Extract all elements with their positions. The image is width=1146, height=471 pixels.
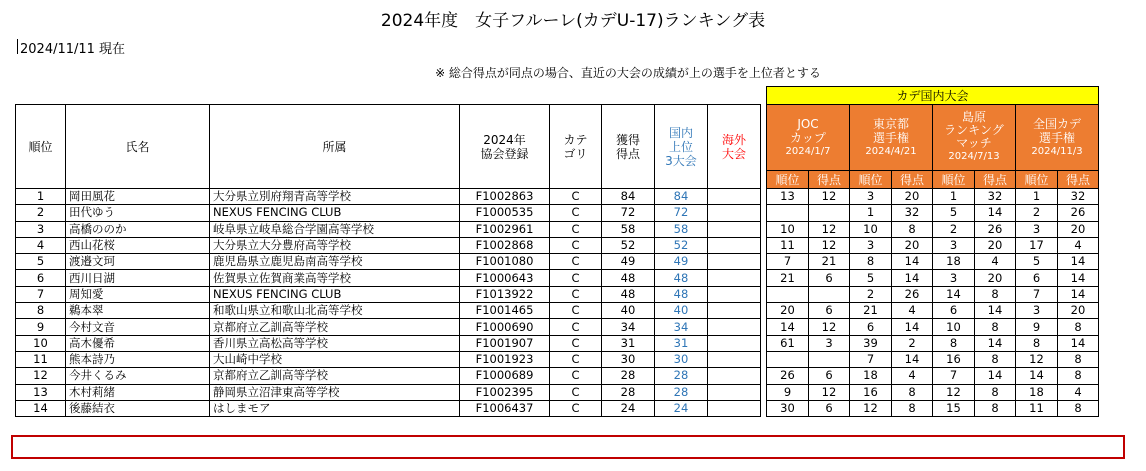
tournament-points-cell: 26 xyxy=(975,221,1016,237)
rank-cell: 8 xyxy=(16,303,66,319)
tournament-rank-cell: 2 xyxy=(850,286,892,302)
tournament-points-cell: 2 xyxy=(892,335,933,351)
tournament-rank-cell: 13 xyxy=(767,189,809,205)
category-cell: C xyxy=(550,368,602,384)
rank-cell: 7 xyxy=(16,286,66,302)
category-cell: C xyxy=(550,335,602,351)
tournament-points-cell: 20 xyxy=(892,189,933,205)
registration-cell: F1001907 xyxy=(460,335,550,351)
tournament-points-cell: 20 xyxy=(975,270,1016,286)
registration-cell: F1001923 xyxy=(460,351,550,367)
tournament-header: 全国カデ 選手権 2024/11/3 xyxy=(1016,105,1099,171)
tournament-points-cell: 4 xyxy=(892,368,933,384)
overseas-cell xyxy=(708,368,761,384)
tournament-points-cell: 12 xyxy=(809,221,850,237)
category-cell: C xyxy=(550,221,602,237)
sub-header-points: 得点 xyxy=(1058,171,1099,189)
name-cell: 西山花桜 xyxy=(66,237,210,253)
tournament-rank-cell: 16 xyxy=(850,384,892,400)
rank-cell: 14 xyxy=(16,400,66,416)
tournament-rank-cell: 3 xyxy=(933,270,975,286)
name-cell: 木村莉緒 xyxy=(66,384,210,400)
table-row xyxy=(16,286,1099,302)
tournament-points-cell: 14 xyxy=(892,351,933,367)
tournament-rank-cell: 6 xyxy=(1016,270,1058,286)
header-overseas: 海外 大会 xyxy=(708,105,761,189)
tournament-rank-cell: 10 xyxy=(933,319,975,335)
tournament-rank-cell: 61 xyxy=(767,335,809,351)
overseas-cell xyxy=(708,189,761,205)
tournament-points-cell xyxy=(809,286,850,302)
sub-header-points: 得点 xyxy=(809,171,850,189)
name-cell: 高橋ののか xyxy=(66,221,210,237)
table-row xyxy=(16,384,1099,400)
tournament-rank-cell: 10 xyxy=(850,221,892,237)
points-cell: 30 xyxy=(602,351,655,367)
tournament-rank-cell: 18 xyxy=(850,368,892,384)
registration-cell: F1000689 xyxy=(460,368,550,384)
table-row xyxy=(16,351,1099,367)
overseas-cell xyxy=(708,221,761,237)
sub-header-rank: 順位 xyxy=(767,171,809,189)
affiliation-cell: 香川県立高松高等学校 xyxy=(210,335,460,351)
sub-header-points: 得点 xyxy=(892,171,933,189)
table-row xyxy=(16,205,1099,221)
tournament-rank-cell: 6 xyxy=(850,319,892,335)
rank-cell: 12 xyxy=(16,368,66,384)
tournament-rank-cell: 3 xyxy=(1016,221,1058,237)
tournament-rank-cell: 1 xyxy=(1016,189,1058,205)
tournament-rank-cell xyxy=(767,286,809,302)
tournament-rank-cell: 16 xyxy=(933,351,975,367)
affiliation-cell: 京都府立乙訓高等学校 xyxy=(210,319,460,335)
category-cell: C xyxy=(550,270,602,286)
tournament-rank-cell: 14 xyxy=(933,286,975,302)
tournament-points-cell: 12 xyxy=(809,237,850,253)
rank-cell: 2 xyxy=(16,205,66,221)
tournament-header: 島原 ランキング マッチ 2024/7/13 xyxy=(933,105,1016,171)
tournament-points-cell: 20 xyxy=(892,237,933,253)
rank-cell: 10 xyxy=(16,335,66,351)
header-rank: 順位 xyxy=(16,105,66,189)
tournament-points-cell: 14 xyxy=(1058,335,1099,351)
top3-cell: 30 xyxy=(655,351,708,367)
overseas-cell xyxy=(708,400,761,416)
top3-cell: 34 xyxy=(655,319,708,335)
tournament-rank-cell: 21 xyxy=(767,270,809,286)
name-cell: 高木優希 xyxy=(66,335,210,351)
tournament-rank-cell: 9 xyxy=(767,384,809,400)
category-cell: C xyxy=(550,205,602,221)
overseas-cell xyxy=(708,303,761,319)
points-cell: 49 xyxy=(602,254,655,270)
name-cell: 西川日湖 xyxy=(66,270,210,286)
category-cell: C xyxy=(550,400,602,416)
tournament-points-cell: 26 xyxy=(1058,205,1099,221)
tournament-rank-cell: 7 xyxy=(850,351,892,367)
tournament-points-cell: 32 xyxy=(1058,189,1099,205)
tournament-points-cell: 20 xyxy=(1058,303,1099,319)
registration-cell: F1002868 xyxy=(460,237,550,253)
tournament-rank-cell: 11 xyxy=(1016,400,1058,416)
tournament-points-cell: 8 xyxy=(892,400,933,416)
rank-cell: 3 xyxy=(16,221,66,237)
tournament-points-cell xyxy=(809,351,850,367)
registration-cell: F1001080 xyxy=(460,254,550,270)
tournament-points-cell: 8 xyxy=(1058,351,1099,367)
tournament-points-cell: 12 xyxy=(809,189,850,205)
tournament-points-cell: 32 xyxy=(892,205,933,221)
rank-cell: 5 xyxy=(16,254,66,270)
name-cell: 鵜本翠 xyxy=(66,303,210,319)
points-cell: 40 xyxy=(602,303,655,319)
name-cell: 岡田風花 xyxy=(66,189,210,205)
header-registration: 2024年 協会登録 xyxy=(460,105,550,189)
top3-cell: 72 xyxy=(655,205,708,221)
tournament-rank-cell: 18 xyxy=(1016,384,1058,400)
tournament-points-cell: 6 xyxy=(809,303,850,319)
tournament-rank-cell: 3 xyxy=(933,237,975,253)
name-cell: 周知愛 xyxy=(66,286,210,302)
tournament-header: JOC カップ 2024/1/7 xyxy=(767,105,850,171)
affiliation-cell: 鹿児島県立鹿児島南高等学校 xyxy=(210,254,460,270)
tournament-points-cell: 26 xyxy=(892,286,933,302)
table-row xyxy=(16,319,1099,335)
rank-cell: 11 xyxy=(16,351,66,367)
tournament-header: 東京都 選手権 2024/4/21 xyxy=(850,105,933,171)
affiliation-cell: 和歌山県立和歌山北高等学校 xyxy=(210,303,460,319)
as-of-date: 2024/11/11 現在 xyxy=(20,38,125,57)
tournament-points-cell: 4 xyxy=(1058,384,1099,400)
tournament-rank-cell: 15 xyxy=(933,400,975,416)
tournament-points-cell: 3 xyxy=(809,335,850,351)
top3-cell: 58 xyxy=(655,221,708,237)
tournament-rank-cell: 8 xyxy=(1016,335,1058,351)
tournament-rank-cell: 20 xyxy=(767,303,809,319)
points-cell: 52 xyxy=(602,237,655,253)
overseas-cell xyxy=(708,237,761,253)
tournament-rank-cell: 39 xyxy=(850,335,892,351)
tournament-rank-cell: 5 xyxy=(1016,254,1058,270)
sub-header-rank: 順位 xyxy=(850,171,892,189)
top3-cell: 28 xyxy=(655,384,708,400)
name-cell: 渡邉文珂 xyxy=(66,254,210,270)
tournament-points-cell: 4 xyxy=(892,303,933,319)
affiliation-cell: NEXUS FENCING CLUB xyxy=(210,205,460,221)
tournament-points-cell: 12 xyxy=(809,384,850,400)
tournament-rank-cell: 11 xyxy=(767,237,809,253)
points-cell: 24 xyxy=(602,400,655,416)
category-cell: C xyxy=(550,189,602,205)
tournament-rank-cell: 8 xyxy=(933,335,975,351)
tournament-points-cell: 8 xyxy=(975,286,1016,302)
rank-cell: 13 xyxy=(16,384,66,400)
overseas-cell xyxy=(708,286,761,302)
tournament-points-cell: 14 xyxy=(892,270,933,286)
registration-cell: F1002961 xyxy=(460,221,550,237)
tournament-rank-cell: 12 xyxy=(1016,351,1058,367)
tournament-rank-cell: 30 xyxy=(767,400,809,416)
tournament-points-cell: 14 xyxy=(975,205,1016,221)
points-cell: 84 xyxy=(602,189,655,205)
top3-cell: 48 xyxy=(655,270,708,286)
table-row xyxy=(16,335,1099,351)
affiliation-cell: 岐阜県立岐阜総合学園高等学校 xyxy=(210,221,460,237)
table-row xyxy=(16,400,1099,416)
tournament-rank-cell: 3 xyxy=(1016,303,1058,319)
tournament-rank-cell: 14 xyxy=(1016,368,1058,384)
tournament-points-cell: 21 xyxy=(809,254,850,270)
tournament-rank-cell: 5 xyxy=(850,270,892,286)
table-row xyxy=(16,189,1099,205)
name-cell: 今村文音 xyxy=(66,319,210,335)
tournament-rank-cell: 7 xyxy=(933,368,975,384)
tournament-rank-cell: 21 xyxy=(850,303,892,319)
ranking-table xyxy=(15,86,1099,417)
page-title: 2024年度 女子フルーレ(カデU-17)ランキング表 xyxy=(380,11,766,31)
tournament-points-cell: 8 xyxy=(1058,368,1099,384)
overseas-cell xyxy=(708,205,761,221)
table-row xyxy=(16,221,1099,237)
category-cell: C xyxy=(550,384,602,400)
tournament-rank-cell xyxy=(767,351,809,367)
tournament-points-cell: 14 xyxy=(975,335,1016,351)
tie-break-note: ※ 総合得点が同点の場合、直近の大会の成績が上の選手を上位者とする xyxy=(435,66,821,80)
top3-cell: 24 xyxy=(655,400,708,416)
tournament-points-cell: 6 xyxy=(809,400,850,416)
points-cell: 28 xyxy=(602,384,655,400)
name-cell: 後藤結衣 xyxy=(66,400,210,416)
tournament-rank-cell: 1 xyxy=(933,189,975,205)
affiliation-cell: 大山崎中学校 xyxy=(210,351,460,367)
tournament-rank-cell: 14 xyxy=(767,319,809,335)
tournament-rank-cell: 17 xyxy=(1016,237,1058,253)
registration-cell: F1001465 xyxy=(460,303,550,319)
sub-header-rank: 順位 xyxy=(1016,171,1058,189)
tournament-points-cell: 14 xyxy=(892,319,933,335)
registration-cell: F1000535 xyxy=(460,205,550,221)
table-row xyxy=(16,254,1099,270)
registration-cell: F1002863 xyxy=(460,189,550,205)
tournament-points-cell: 4 xyxy=(975,254,1016,270)
overseas-cell xyxy=(708,254,761,270)
affiliation-cell: 大分県立大分豊府高等学校 xyxy=(210,237,460,253)
tournament-rank-cell: 7 xyxy=(767,254,809,270)
registration-cell: F1006437 xyxy=(460,400,550,416)
sub-header-rank: 順位 xyxy=(933,171,975,189)
tournament-rank-cell xyxy=(767,205,809,221)
registration-cell: F1000643 xyxy=(460,270,550,286)
affiliation-cell: 静岡県立沼津東高等学校 xyxy=(210,384,460,400)
category-cell: C xyxy=(550,286,602,302)
top3-cell: 84 xyxy=(655,189,708,205)
name-cell: 田代ゆう xyxy=(66,205,210,221)
tournament-rank-cell: 18 xyxy=(933,254,975,270)
tournament-points-cell: 8 xyxy=(892,221,933,237)
table-row xyxy=(16,368,1099,384)
overseas-cell xyxy=(708,335,761,351)
affiliation-cell: 京都府立乙訓高等学校 xyxy=(210,368,460,384)
category-cell: C xyxy=(550,237,602,253)
rank-cell: 9 xyxy=(16,319,66,335)
top3-cell: 49 xyxy=(655,254,708,270)
tournament-points-cell: 14 xyxy=(892,254,933,270)
tournament-rank-cell: 12 xyxy=(933,384,975,400)
tournament-points-cell: 14 xyxy=(975,303,1016,319)
tournament-rank-cell: 2 xyxy=(933,221,975,237)
tournament-points-cell: 14 xyxy=(1058,270,1099,286)
registration-cell: F1002395 xyxy=(460,384,550,400)
tournament-points-cell: 14 xyxy=(1058,286,1099,302)
rank-cell: 1 xyxy=(16,189,66,205)
overseas-cell xyxy=(708,351,761,367)
table-row xyxy=(16,237,1099,253)
tournament-rank-cell: 2 xyxy=(1016,205,1058,221)
points-cell: 28 xyxy=(602,368,655,384)
header-affiliation: 所属 xyxy=(210,105,460,189)
header-points: 獲得 得点 xyxy=(602,105,655,189)
overseas-cell xyxy=(708,319,761,335)
tournament-points-cell: 20 xyxy=(1058,221,1099,237)
rank-cell: 6 xyxy=(16,270,66,286)
tournament-rank-cell: 12 xyxy=(850,400,892,416)
name-cell: 今井くるみ xyxy=(66,368,210,384)
tournament-points-cell: 20 xyxy=(975,237,1016,253)
tournament-rank-cell: 6 xyxy=(933,303,975,319)
tournament-points-cell: 12 xyxy=(809,319,850,335)
tournament-rank-cell: 3 xyxy=(850,189,892,205)
category-cell: C xyxy=(550,319,602,335)
header-name: 氏名 xyxy=(66,105,210,189)
tournament-points-cell: 8 xyxy=(1058,400,1099,416)
tournament-points-cell: 8 xyxy=(975,384,1016,400)
tournament-rank-cell: 3 xyxy=(850,237,892,253)
top3-cell: 52 xyxy=(655,237,708,253)
tournament-points-cell: 14 xyxy=(975,368,1016,384)
tournament-points-cell: 4 xyxy=(1058,237,1099,253)
overseas-cell xyxy=(708,270,761,286)
top3-cell: 40 xyxy=(655,303,708,319)
registration-cell: F1000690 xyxy=(460,319,550,335)
top3-cell: 28 xyxy=(655,368,708,384)
header-category: カテ ゴリ xyxy=(550,105,602,189)
tournament-points-cell: 8 xyxy=(892,384,933,400)
tournament-points-cell: 32 xyxy=(975,189,1016,205)
points-cell: 72 xyxy=(602,205,655,221)
category-cell: C xyxy=(550,351,602,367)
affiliation-cell: 佐賀県立佐賀商業高等学校 xyxy=(210,270,460,286)
sub-header-points: 得点 xyxy=(975,171,1016,189)
tournament-points-cell: 14 xyxy=(1058,254,1099,270)
tournament-rank-cell: 5 xyxy=(933,205,975,221)
affiliation-cell: はしまモア xyxy=(210,400,460,416)
points-cell: 48 xyxy=(602,270,655,286)
registration-cell: F1013922 xyxy=(460,286,550,302)
tournament-rank-cell: 10 xyxy=(767,221,809,237)
tournament-rank-cell: 9 xyxy=(1016,319,1058,335)
tournament-points-cell: 8 xyxy=(975,400,1016,416)
table-row xyxy=(16,303,1099,319)
points-cell: 58 xyxy=(602,221,655,237)
table-row xyxy=(16,270,1099,286)
tournament-points-cell: 8 xyxy=(1058,319,1099,335)
points-cell: 48 xyxy=(602,286,655,302)
domestic-group-header: カデ国内大会 xyxy=(767,87,1099,105)
overseas-cell xyxy=(708,384,761,400)
tournament-rank-cell: 26 xyxy=(767,368,809,384)
tournament-points-cell xyxy=(809,205,850,221)
top3-cell: 48 xyxy=(655,286,708,302)
top3-cell: 31 xyxy=(655,335,708,351)
category-cell: C xyxy=(550,303,602,319)
tournament-points-cell: 8 xyxy=(975,351,1016,367)
category-cell: C xyxy=(550,254,602,270)
points-cell: 31 xyxy=(602,335,655,351)
tournament-points-cell: 6 xyxy=(809,368,850,384)
points-cell: 34 xyxy=(602,319,655,335)
header-domestic-top3: 国内 上位 3大会 xyxy=(655,105,708,189)
affiliation-cell: 大分県立別府翔青高等学校 xyxy=(210,189,460,205)
tournament-rank-cell: 1 xyxy=(850,205,892,221)
affiliation-cell: NEXUS FENCING CLUB xyxy=(210,286,460,302)
tournament-rank-cell: 7 xyxy=(1016,286,1058,302)
tournament-rank-cell: 8 xyxy=(850,254,892,270)
name-cell: 熊本詩乃 xyxy=(66,351,210,367)
highlight-box xyxy=(11,435,1125,459)
tournament-points-cell: 8 xyxy=(975,319,1016,335)
rank-cell: 4 xyxy=(16,237,66,253)
tournament-points-cell: 6 xyxy=(809,270,850,286)
